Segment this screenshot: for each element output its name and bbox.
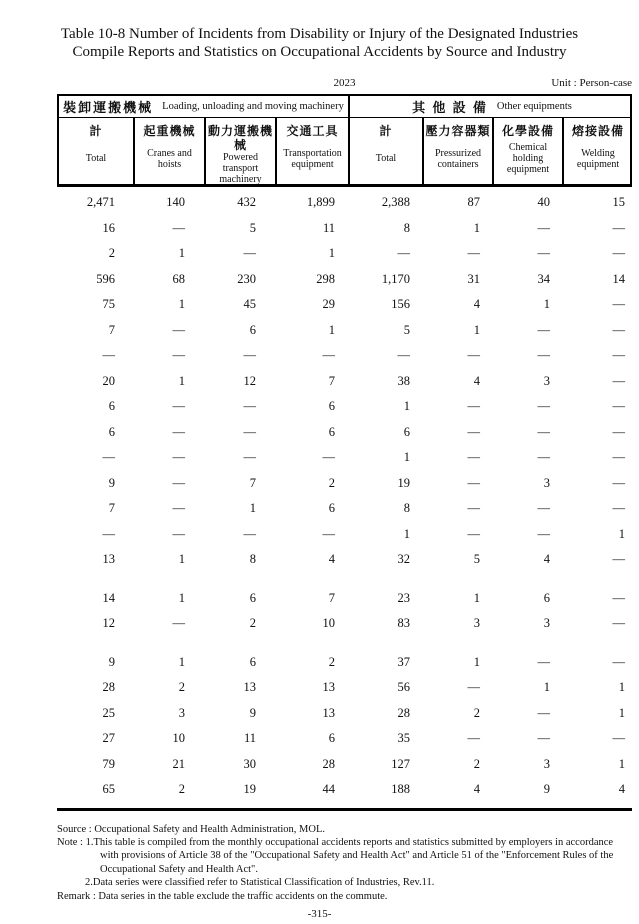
data-cell: —	[612, 424, 625, 439]
data-cell: 6	[108, 424, 115, 439]
year-label: 2023	[333, 77, 356, 89]
table-row	[57, 496, 632, 522]
data-cell: —	[612, 654, 625, 669]
data-cell: 5	[249, 220, 256, 235]
data-cell: 4	[543, 552, 550, 567]
data-cell: 20	[102, 373, 115, 388]
table-row	[57, 726, 632, 752]
column-en: Welding equipment	[576, 147, 620, 170]
table-row	[57, 586, 632, 612]
data-cell: 3	[178, 705, 185, 720]
data-cell: 14	[612, 271, 625, 286]
data-cell: 596	[96, 271, 115, 286]
data-cell: —	[397, 246, 410, 261]
data-cell: 15	[612, 195, 625, 210]
data-cell: —	[467, 475, 480, 490]
data-cell: 156	[391, 297, 410, 312]
data-cell: —	[537, 450, 550, 465]
data-cell: 12	[102, 616, 115, 631]
data-cell: —	[537, 220, 550, 235]
data-cell: —	[467, 731, 480, 746]
data-cell: 1	[403, 399, 410, 414]
data-cell: —	[612, 731, 625, 746]
data-cell: —	[467, 526, 480, 541]
table-row	[57, 241, 632, 267]
data-cell: 75	[102, 297, 115, 312]
data-cell: 1	[403, 526, 410, 541]
data-cell: —	[172, 399, 185, 414]
group-loading-machinery	[59, 96, 348, 117]
table-row	[57, 752, 632, 778]
data-cell: 7	[249, 475, 256, 490]
page-number: -315-	[307, 907, 332, 920]
column-header-chemical	[492, 118, 562, 184]
data-cell: 40	[537, 195, 550, 210]
data-cell: —	[537, 399, 550, 414]
footnote-line: Note : 1.This table is compiled from the monthly occupational accidents reports and statistics submitted by employers in accordance	[57, 836, 614, 848]
footnote-line: Occupational Safety and Health Act".	[100, 863, 258, 875]
footnotes	[57, 823, 635, 903]
data-cell: —	[322, 348, 335, 363]
data-cell: 9	[108, 475, 115, 490]
data-cell: 1	[328, 322, 335, 337]
data-cell: —	[612, 616, 625, 631]
data-cell: —	[467, 348, 480, 363]
data-cell: 1	[178, 590, 185, 605]
footnote-line: Source : Occupational Safety and Health Administration, MOL.	[57, 823, 325, 835]
title-line-1: Table 10-8 Number of Incidents from Disability or Injury of the Designated Industries	[60, 26, 579, 42]
table-row	[57, 471, 632, 497]
data-cell: 2	[178, 680, 185, 695]
data-cell: 2,471	[86, 195, 115, 210]
data-cell: —	[612, 450, 625, 465]
column-zh: 熔接設備	[571, 124, 624, 138]
data-cell: 1	[473, 654, 480, 669]
data-cell: 56	[397, 680, 410, 695]
data-cell: —	[172, 526, 185, 541]
data-cell: 65	[102, 782, 115, 797]
data-cell: —	[612, 552, 625, 567]
data-cell: 13	[322, 705, 335, 720]
data-cell: 35	[397, 731, 410, 746]
table-row	[57, 675, 632, 701]
column-header-cranes	[133, 118, 204, 184]
data-cell: —	[322, 526, 335, 541]
footnote-line: with provisions of Article 38 of the "Occupational Safety and Health Act" and Article 51 of the "Enforcement Rules of the	[100, 850, 614, 862]
data-cell: 11	[243, 731, 256, 746]
data-cell: 68	[172, 271, 185, 286]
data-cell: 6	[403, 424, 410, 439]
data-cell: 1	[618, 680, 625, 695]
table-row	[57, 292, 632, 318]
data-cell: 298	[316, 271, 335, 286]
data-cell: 14	[102, 590, 115, 605]
column-zh: 起重機械	[143, 124, 196, 138]
footnote-line: Remark : Data series in the table exclude the traffic accidents on the commute.	[57, 890, 388, 902]
data-cell: 28	[397, 705, 410, 720]
data-cell: —	[397, 348, 410, 363]
data-cell: 2	[178, 782, 185, 797]
data-cell: 6	[328, 731, 335, 746]
data-cell: 16	[102, 220, 115, 235]
data-cell: 10	[322, 616, 335, 631]
data-cell: 13	[102, 552, 115, 567]
table-row	[57, 611, 632, 637]
data-cell: 5	[473, 552, 480, 567]
table-row	[57, 190, 632, 216]
data-cell: —	[467, 501, 480, 516]
data-cell: 87	[467, 195, 480, 210]
table-row	[57, 369, 632, 395]
data-cell: —	[537, 348, 550, 363]
table-row	[57, 394, 632, 420]
data-cell: 30	[243, 756, 256, 771]
data-cell: 3	[543, 373, 550, 388]
data-cell: —	[467, 399, 480, 414]
column-zh: 壓力容器類	[425, 124, 491, 138]
data-cell: 6	[543, 590, 550, 605]
meta-row	[57, 77, 632, 91]
data-cell: —	[243, 348, 256, 363]
data-cell: 1	[618, 756, 625, 771]
data-cell: 6	[249, 590, 256, 605]
data-cell: 3	[473, 616, 480, 631]
data-cell: 7	[328, 373, 335, 388]
data-cell: 1	[473, 590, 480, 605]
unit-label: Unit : Person-case	[551, 77, 632, 89]
table-row	[57, 650, 632, 676]
data-cell: 1	[543, 680, 550, 695]
data-cell: 8	[249, 552, 256, 567]
data-cell: 1	[403, 450, 410, 465]
table-row	[57, 216, 632, 242]
data-cell: —	[537, 654, 550, 669]
data-cell: 9	[249, 705, 256, 720]
column-header-transportation	[275, 118, 348, 184]
table-row	[57, 547, 632, 573]
data-cell: 83	[397, 616, 410, 631]
table-group-header	[57, 94, 632, 118]
data-cell: —	[612, 322, 625, 337]
data-cell: —	[612, 246, 625, 261]
column-en: Cranes and hoists	[147, 147, 192, 170]
data-cell: 2	[473, 705, 480, 720]
data-cell: 1	[178, 654, 185, 669]
data-cell: 11	[322, 220, 335, 235]
data-cell: 4	[618, 782, 625, 797]
data-cell: 1	[249, 501, 256, 516]
data-cell: 6	[249, 654, 256, 669]
data-cell: —	[612, 348, 625, 363]
data-cell: —	[243, 450, 256, 465]
column-en: Powered transport machinery	[219, 152, 262, 184]
data-cell: 3	[543, 475, 550, 490]
data-cell: 1	[543, 297, 550, 312]
data-cell: —	[612, 297, 625, 312]
table-row	[57, 420, 632, 446]
data-cell: —	[102, 348, 115, 363]
data-cell: —	[537, 705, 550, 720]
footnote-line: 2.Data series were classified refer to Statistical Classification of Industries, Rev.11.	[85, 877, 435, 889]
data-cell: 1	[178, 297, 185, 312]
data-cell: 6	[108, 399, 115, 414]
data-cell: 28	[322, 756, 335, 771]
column-zh: 化學設備	[501, 124, 554, 138]
data-cell: 79	[102, 756, 115, 771]
data-cell: 1	[618, 526, 625, 541]
data-cell: 4	[473, 297, 480, 312]
column-header-pressurized	[422, 118, 492, 184]
column-header-total-2	[348, 118, 422, 184]
data-cell: —	[537, 246, 550, 261]
data-cell: 127	[391, 756, 410, 771]
data-cell: 7	[108, 322, 115, 337]
data-cell: 31	[467, 271, 480, 286]
data-cell: 3	[543, 756, 550, 771]
data-cell: 12	[243, 373, 256, 388]
data-cell: 45	[243, 297, 256, 312]
group-other-equipments	[348, 96, 634, 117]
page-title	[0, 0, 639, 61]
data-cell: 432	[237, 195, 256, 210]
column-zh: 計	[379, 124, 393, 138]
data-cell: —	[172, 348, 185, 363]
column-en: Chemical holding equipment	[506, 142, 550, 176]
data-cell: 230	[237, 271, 256, 286]
data-cell: 6	[249, 322, 256, 337]
column-header-powered-transport	[204, 118, 275, 184]
column-zh: 交通工具	[286, 124, 339, 138]
data-cell: 28	[102, 680, 115, 695]
data-cell: 19	[397, 475, 410, 490]
data-cell: 2	[473, 756, 480, 771]
table-row	[57, 318, 632, 344]
table-row	[57, 343, 632, 369]
data-cell: 6	[328, 424, 335, 439]
data-cell: 44	[322, 782, 335, 797]
data-cell: —	[243, 246, 256, 261]
table-row	[57, 701, 632, 727]
data-cell: 19	[243, 782, 256, 797]
data-cell: 2	[249, 616, 256, 631]
group-label-en: Loading, unloading and moving machinery	[162, 101, 344, 112]
data-cell: 34	[537, 271, 550, 286]
data-cell: —	[172, 220, 185, 235]
data-cell: —	[537, 526, 550, 541]
data-cell: —	[537, 424, 550, 439]
data-cell: 1	[328, 246, 335, 261]
data-cell: —	[102, 526, 115, 541]
group-label-zh: 裝卸運搬機械	[63, 100, 154, 115]
column-header-welding	[562, 118, 632, 184]
data-cell: —	[537, 322, 550, 337]
data-cell: 1	[178, 246, 185, 261]
data-cell: 5	[403, 322, 410, 337]
data-cell: —	[537, 501, 550, 516]
data-cell: —	[172, 322, 185, 337]
data-cell: 4	[328, 552, 335, 567]
data-cell: 2	[328, 475, 335, 490]
column-en: Pressurized containers	[434, 147, 482, 170]
data-cell: —	[612, 399, 625, 414]
data-cell: —	[172, 475, 185, 490]
data-cell: —	[172, 424, 185, 439]
data-cell: —	[322, 450, 335, 465]
table-row	[57, 777, 632, 803]
data-cell: 188	[391, 782, 410, 797]
data-cell: 2	[328, 654, 335, 669]
data-cell: —	[467, 450, 480, 465]
data-cell: 8	[403, 220, 410, 235]
data-cell: 7	[328, 590, 335, 605]
data-cell: 10	[172, 731, 185, 746]
data-cell: 6	[328, 501, 335, 516]
data-cell: —	[612, 590, 625, 605]
table-row	[57, 267, 632, 293]
data-cell: 1,170	[381, 271, 410, 286]
data-cell: —	[467, 246, 480, 261]
data-cell: —	[612, 220, 625, 235]
data-cell: 38	[397, 373, 410, 388]
data-cell: —	[102, 450, 115, 465]
table-body	[57, 187, 632, 811]
data-cell: —	[172, 501, 185, 516]
data-cell: 27	[102, 731, 115, 746]
column-zh: 計	[89, 124, 103, 138]
data-cell: —	[467, 424, 480, 439]
data-cell: 25	[102, 705, 115, 720]
data-cell: 3	[543, 616, 550, 631]
data-cell: 1,899	[306, 195, 335, 210]
column-zh: 動力運搬機械	[207, 124, 273, 152]
group-label-zh: 其 他 設 備	[412, 100, 488, 115]
data-cell: —	[612, 475, 625, 490]
column-en: Transportation equipment	[283, 147, 342, 170]
data-cell: 9	[543, 782, 550, 797]
data-cell: 1	[473, 220, 480, 235]
data-cell: 29	[322, 297, 335, 312]
data-cell: 32	[397, 552, 410, 567]
statistics-table	[57, 94, 632, 811]
data-cell: —	[612, 373, 625, 388]
column-en: Total	[85, 153, 107, 165]
table-row	[57, 522, 632, 548]
title-line-2: Compile Reports and Statistics on Occupational Accidents by Source and Industry	[72, 43, 567, 60]
data-cell: —	[537, 731, 550, 746]
data-cell: 4	[473, 373, 480, 388]
data-cell: —	[243, 526, 256, 541]
data-cell: —	[172, 450, 185, 465]
table-row	[57, 445, 632, 471]
data-cell: 140	[166, 195, 185, 210]
data-cell: —	[243, 424, 256, 439]
group-label-en: Other equipments	[496, 101, 572, 112]
data-cell: 8	[403, 501, 410, 516]
data-cell: 6	[328, 399, 335, 414]
column-en: Total	[375, 153, 397, 165]
data-cell: 1	[473, 322, 480, 337]
column-header-total-1	[59, 118, 133, 184]
data-cell: —	[612, 501, 625, 516]
data-cell: 2	[108, 246, 115, 261]
data-cell: 37	[397, 654, 410, 669]
data-cell: —	[467, 680, 480, 695]
data-cell: 1	[178, 552, 185, 567]
data-cell: 1	[178, 373, 185, 388]
data-cell: 21	[172, 756, 185, 771]
data-cell: 4	[473, 782, 480, 797]
data-cell: —	[172, 616, 185, 631]
data-cell: 13	[322, 680, 335, 695]
data-cell: 2,388	[381, 195, 410, 210]
data-cell: —	[243, 399, 256, 414]
data-cell: 9	[108, 654, 115, 669]
data-cell: 23	[397, 590, 410, 605]
table-column-header	[57, 118, 632, 187]
data-cell: 7	[108, 501, 115, 516]
data-cell: 13	[243, 680, 256, 695]
data-cell: 1	[618, 705, 625, 720]
